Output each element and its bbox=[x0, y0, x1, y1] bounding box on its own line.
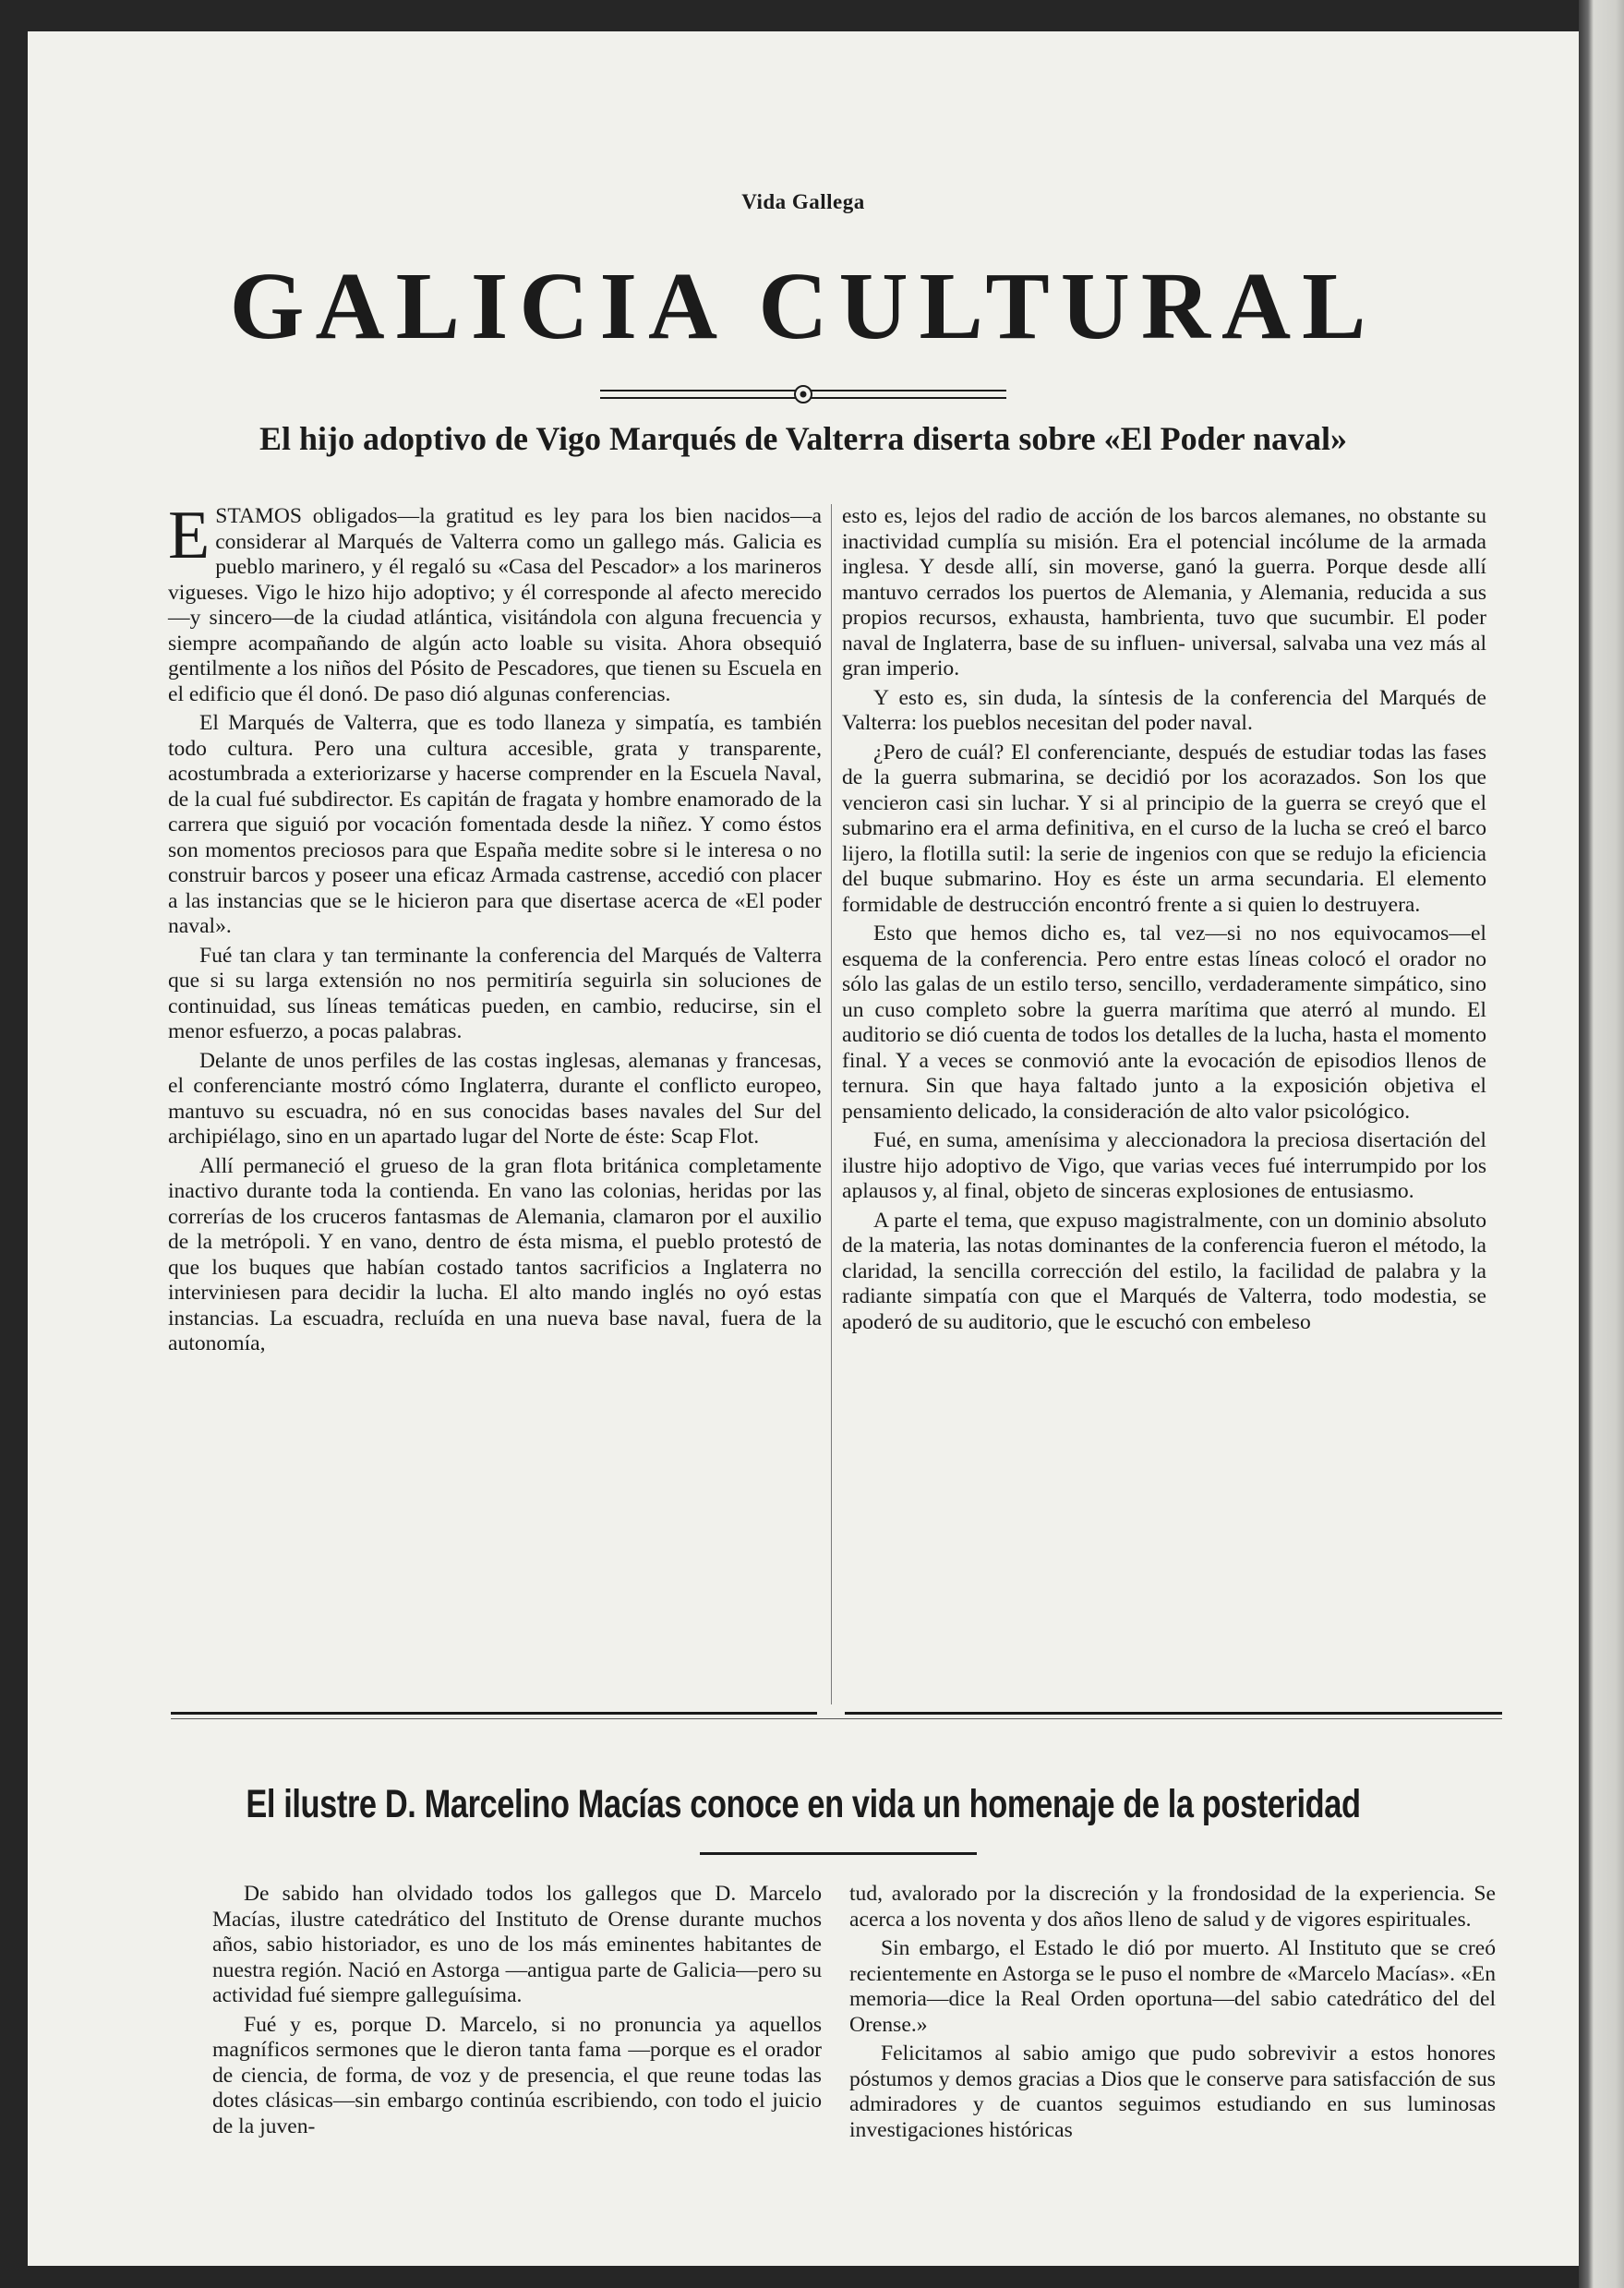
section-divider-thin bbox=[171, 1718, 1502, 1719]
ornament-divider bbox=[600, 380, 1006, 408]
article1-paragraph: Fué, en suma, amenísima y aleccionadora la preciosa disertación del ilustre hijo adoptivo de Vigo, que varias veces fué interrumpido por los aplausos y, al final, objeto de sinceras explosiones de entusiasmo. bbox=[842, 1128, 1486, 1203]
article2-column-right bbox=[849, 1882, 1496, 2143]
page bbox=[28, 31, 1579, 2266]
article2-paragraph: Fué y es, porque D. Marcelo, si no pronuncia ya aquellos magníficos sermones que le dieron tanta fama —porque es el orador de ciencia, de forma, de voz y de presencia, el que reune todas las dotes clásicas—sin embargo continúa escribiendo, con todo el juicio de la juven- bbox=[212, 2012, 822, 2138]
drop-cap: E bbox=[168, 498, 211, 573]
column-rule bbox=[831, 504, 832, 1704]
article2-paragraph: tud, avalorado por la discreción y la frondosidad de la experiencia. Se acerca a los noventa y dos años lleno de salud y de vigores espirituales. bbox=[849, 1882, 1496, 1932]
page-edge bbox=[1579, 0, 1624, 2288]
article1-paragraph: El Marqués de Valterra, que es todo llaneza y simpatía, es también todo cultura. Pero una cultura accesible, grata y transparente, acostumbrada a exteriorizarse y hacerse comprender en la Escuela Naval, de la cual fué subdirector. Es capitán de fragata y hombre enamorado de la carrera que siguió por vocación fomentada desde la niñez. Y como éstos son momentos preciosos para que España medite sobre si le interesa o no construir barcos y poseer una eficaz Armada castrense, accedió con placer a las instancias que se le hicieron para que disertase acerca de «El poder naval». bbox=[168, 711, 822, 938]
article1-paragraph: Delante de unos perfiles de las costas inglesas, alemanas y francesas, el conferenciante mostró cómo Inglaterra, durante el conflicto europeo, mantuvo su escuadra, nó en sus conocidas bases navales del Sur del archipiélago, sino en un apartado lugar del Norte de éste: Scap Flot. bbox=[168, 1048, 822, 1149]
article2-paragraph: Felicitamos al sabio amigo que pudo sobrevivir a estos honores póstumos y demos gracias a Dios que le conserve para satisfacción de sus admiradores y de cuantos seguimos estudiando en sus luminosas investigaciones históricas bbox=[849, 2041, 1496, 2142]
paragraph-text: STAMOS obligados—la gratitud es ley para los bien nacidos—a considerar al Marqués de Valterra como un gallego más. Galicia es pueblo marinero, y él regaló su «Casa del Pescador» a los marineros vigueses. Vigo le hizo hijo adoptivo; y él corresponde al afecto merecido —y sincero—de la ciudad atlántica, visitándola con alguna frecuencia y siempre acompañando de algún acto loable su visita. Ahora obsequió gentilmente a los niños del Pósito de Pescadores, que tienen su Escuela en el edificio que él donó. De paso dió algunas conferencias. bbox=[168, 504, 822, 706]
section-divider-left bbox=[171, 1712, 817, 1715]
article1-paragraph: Fué tan clara y tan terminante la conferencia del Marqués de Valterra que si su larga extensión no nos permitiría seguirla sin soluciones de continuidad, sus líneas temáticas pueden, en cambio, reducirse, sin el menor esfuerzo, a pocas palabras. bbox=[168, 943, 822, 1043]
masthead-title: GALICIA CULTURAL bbox=[229, 253, 1377, 359]
headline-underline bbox=[700, 1852, 977, 1855]
section-divider-right bbox=[845, 1712, 1502, 1715]
article1-paragraph: A parte el tema, que expuso magistralmente, con un dominio absoluto de la materia, las notas dominantes de la conferencia fueron el método, la claridad, la sencilla corrección del estilo, la facilidad de palabra y la radiante simpatía con que el Marqués de Valterra, todo modestia, se apoderó de su auditorio, que le escuchó con embeleso bbox=[842, 1208, 1486, 1334]
article1-paragraph: Esto que hemos dicho es, tal vez—si no nos equivocamos—el esquema de la conferencia. Pero entre estas líneas colocó el orador no sólo las galas de un estilo terso, sencillo, verdaderamente simpático, sino un cuso completo sobre la guerra marítima que aterró al mundo. El auditorio se dió cuenta de todos los detalles de la lucha, hasta el momento final. Y a veces se conmovió ante la evocación de episodios llenos de ternura. Sin que haya faltado junto a la exposición objetiva el pensamiento delicado, la consideración de alto valor psicológico. bbox=[842, 921, 1486, 1124]
article1-headline: El hijo adoptivo de Vigo Marqués de Valterra diserta sobre «El Poder naval» bbox=[259, 420, 1348, 457]
running-head: Vida Gallega bbox=[741, 190, 865, 213]
article2-headline: El ilustre D. Marcelino Macías conoce en vida un homenaje de la posteridad bbox=[246, 1782, 1361, 1826]
article1-paragraph bbox=[168, 498, 822, 707]
article1-paragraph: esto es, lejos del radio de acción de los barcos alemanes, no obstante su inactividad cumplía su misión. Era el potencial incólume de la armada inglesa. Y desde allí, sin moverse, ganó la guerra. Porque desde allí mantuvo cerrados los puertos de Alemania, y Alemania, reducida a sus propios recursos, exhausta, hambrienta, tuvo que sucumbir. El poder naval de Inglaterra, base de su influen- universal, salvaba una vez más al gran imperio. bbox=[842, 504, 1486, 680]
article1-column-right bbox=[842, 504, 1486, 1335]
article2-column-left bbox=[212, 1882, 822, 2139]
article1-paragraph: Allí permaneció el grueso de la gran flota británica completamente inactivo durante toda la contienda. En vano las colonias, heridas por las correrías de los cruceros fantasmas de Alemania, clamaron por el auxilio de la metrópoli. Y en vano, dentro de ésta misma, el pueblo protestó de que los buques que habían costado tantos sacrificios a Inglaterra no interviniesen para decidir la lucha. El alto mando inglés no oyó estas instancias. La escuadra, recluída en una nueva base naval, fuera de la autonomía, bbox=[168, 1153, 822, 1355]
article1-paragraph: ¿Pero de cuál? El conferenciante, después de estudiar todas las fases de la guerra submarina, se decidió por los acorazados. Son los que vencieron casi sin luchar. Y si al principio de la guerra se creyó que el submarino era el arma definitiva, en el curso de la lucha se creó el barco lijero, la flotilla sutil: la serie de ingenios con que se redujo la eficiencia del buque submarino. Hoy es éste un arma secundaria. El elemento formidable de destrucción encontró frente a si quien lo destruyera. bbox=[842, 740, 1486, 917]
article1-paragraph: Y esto es, sin duda, la síntesis de la conferencia del Marqués de Valterra: los pueblos necesitan del poder naval. bbox=[842, 685, 1486, 735]
article2-paragraph: Sin embargo, el Estado le dió por muerto. Al Instituto que se creó recientemente en Astorga se le puso el nombre de «Marcelo Macías». «En memoria—dice la Real Orden oportuna—del sabio catedrático del del Orense.» bbox=[849, 1936, 1496, 2037]
article2-paragraph: De sabido han olvidado todos los gallegos que D. Marcelo Macías, ilustre catedrático del Instituto de Orense durante muchos años, sabio historiador, es uno de los más eminentes habitantes de nuestra región. Nació en Astorga —antigua parte de Galicia—pero su actividad fué siempre galleguísima. bbox=[212, 1882, 822, 2007]
article1-column-left bbox=[168, 498, 822, 1357]
